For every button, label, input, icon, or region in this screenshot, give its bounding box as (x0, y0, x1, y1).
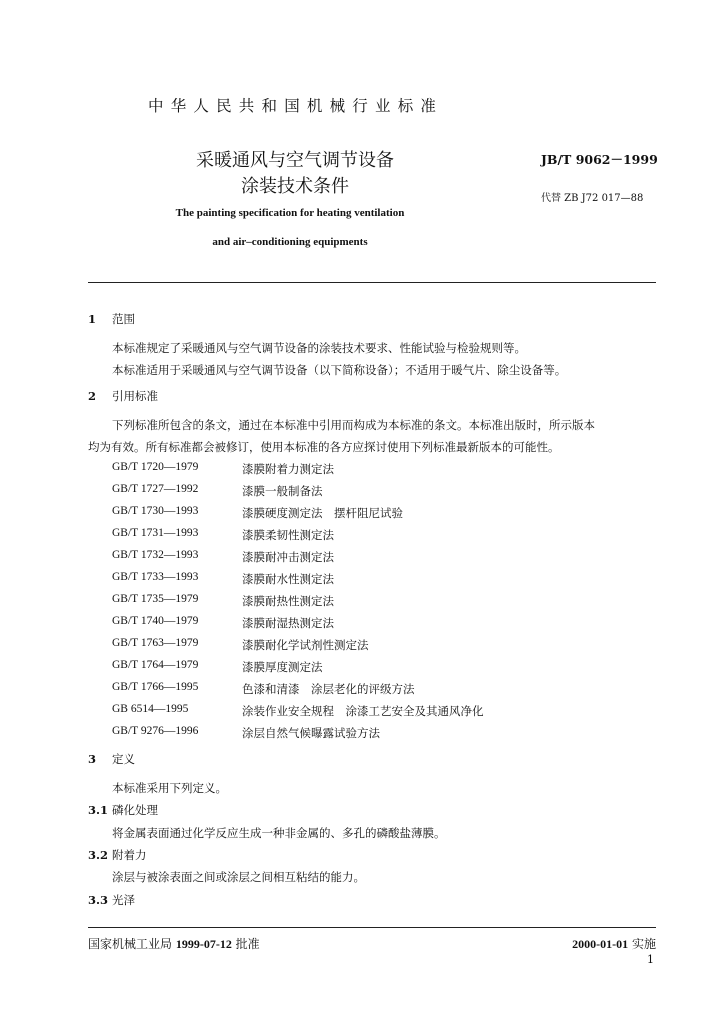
section-number: 3.3 (88, 893, 109, 907)
section-2-paragraph-line1: 下列标准所包含的条文，通过在本标准中引用而构成为本标准的条文。本标准出版时，所示版本 (112, 418, 595, 432)
section-title: 范围 (112, 312, 135, 326)
section-1-paragraph-2: 本标准适用于采暖通风与空气调节设备（以下简称设备）；不适用于暖气片、除尘设备等。 (112, 363, 567, 377)
title-cn-line1: 采暖通风与空气调节设备 (196, 150, 394, 171)
section-title: 附着力 (112, 848, 147, 862)
section-title: 光泽 (112, 893, 135, 907)
approval-info (88, 935, 260, 952)
reference-title: 漆膜柔韧性测定法 (242, 528, 334, 542)
section-1-heading (88, 311, 135, 327)
section-3-3-heading (88, 892, 135, 908)
reference-title: 漆膜厚度测定法 (242, 660, 323, 674)
reference-code: GB/T 1735—1979 (112, 593, 199, 605)
approver: 国家机械工业局 (88, 937, 173, 951)
reference-code: GB/T 9276—1996 (112, 725, 199, 737)
section-number: 2 (88, 389, 97, 403)
section-3-2-heading (88, 847, 147, 863)
implementation-info (572, 935, 656, 952)
section-number: 3.1 (88, 803, 109, 817)
reference-code: GB 6514—1995 (112, 703, 189, 715)
approve-label: 批准 (235, 937, 260, 951)
approve-date: 1999-07-12 (175, 937, 232, 951)
reference-code: GB/T 1763—1979 (112, 637, 199, 649)
title-cn-line2: 涂装技术条件 (241, 176, 349, 197)
issuing-organization: 中华人民共和国机械行业标准 (148, 97, 444, 115)
reference-code: GB/T 1766—1995 (112, 681, 199, 693)
reference-code: GB/T 1727—1992 (112, 483, 199, 495)
reference-title: 漆膜耐化学试剂性测定法 (242, 638, 369, 652)
section-3-2-paragraph: 涂层与被涂表面之间或涂层之间相互粘结的能力。 (112, 870, 365, 884)
standard-number: JB/T 9062－1999 (541, 152, 658, 167)
reference-code: GB/T 1764—1979 (112, 659, 199, 671)
reference-code: GB/T 1730—1993 (112, 505, 199, 517)
reference-title: 漆膜耐热性测定法 (242, 594, 334, 608)
header-divider (88, 282, 656, 283)
implementation-date: 2000-01-01 (572, 937, 629, 951)
reference-title: 涂层自然气候曝露试验方法 (242, 726, 380, 740)
reference-code: GB/T 1740—1979 (112, 615, 199, 627)
section-3-1-heading (88, 802, 158, 818)
title-en-line2: and air–conditioning equipments (212, 236, 368, 248)
implementation-label: 实施 (631, 937, 656, 951)
reference-title: 漆膜硬度测定法 摆杆阻尼试验 (242, 506, 403, 520)
reference-code: GB/T 1731—1993 (112, 527, 199, 539)
section-1-paragraph-1: 本标准规定了采暖通风与空气调节设备的涂装技术要求、性能试验与检验规则等。 (112, 341, 526, 355)
reference-code: GB/T 1732—1993 (112, 549, 199, 561)
section-number: 3 (88, 752, 97, 766)
reference-title: 漆膜耐水性测定法 (242, 572, 334, 586)
section-3-paragraph: 本标准采用下列定义。 (112, 781, 227, 795)
section-title: 定义 (112, 752, 135, 766)
reference-title: 漆膜耐湿热测定法 (242, 616, 334, 630)
footer-divider (88, 927, 656, 928)
replaces-standard: 代替 ZB J72 017—88 (541, 193, 644, 204)
section-number: 1 (88, 312, 97, 326)
reference-code: GB/T 1720—1979 (112, 461, 199, 473)
reference-code: GB/T 1733—1993 (112, 571, 199, 583)
reference-title: 漆膜一般制备法 (242, 484, 323, 498)
section-2-heading (88, 388, 158, 404)
section-title: 磷化处理 (112, 803, 158, 817)
section-3-1-paragraph: 将金属表面通过化学反应生成一种非金属的、多孔的磷酸盐薄膜。 (112, 826, 446, 840)
title-en-line1: The painting specification for heating ventilation (175, 207, 405, 219)
page-number: 1 (647, 953, 654, 966)
section-number: 3.2 (88, 848, 109, 862)
section-3-heading (88, 751, 135, 767)
section-2-paragraph-line2: 均为有效。所有标准都会被修订，使用本标准的各方应探讨使用下列标准最新版本的可能性。 (88, 440, 560, 454)
section-title: 引用标准 (112, 389, 158, 403)
reference-title: 色漆和清漆 涂层老化的评级方法 (242, 682, 415, 696)
reference-title: 漆膜耐冲击测定法 (242, 550, 334, 564)
reference-title: 涂装作业安全规程 涂漆工艺安全及其通风净化 (242, 704, 484, 718)
reference-title: 漆膜附着力测定法 (242, 462, 334, 476)
